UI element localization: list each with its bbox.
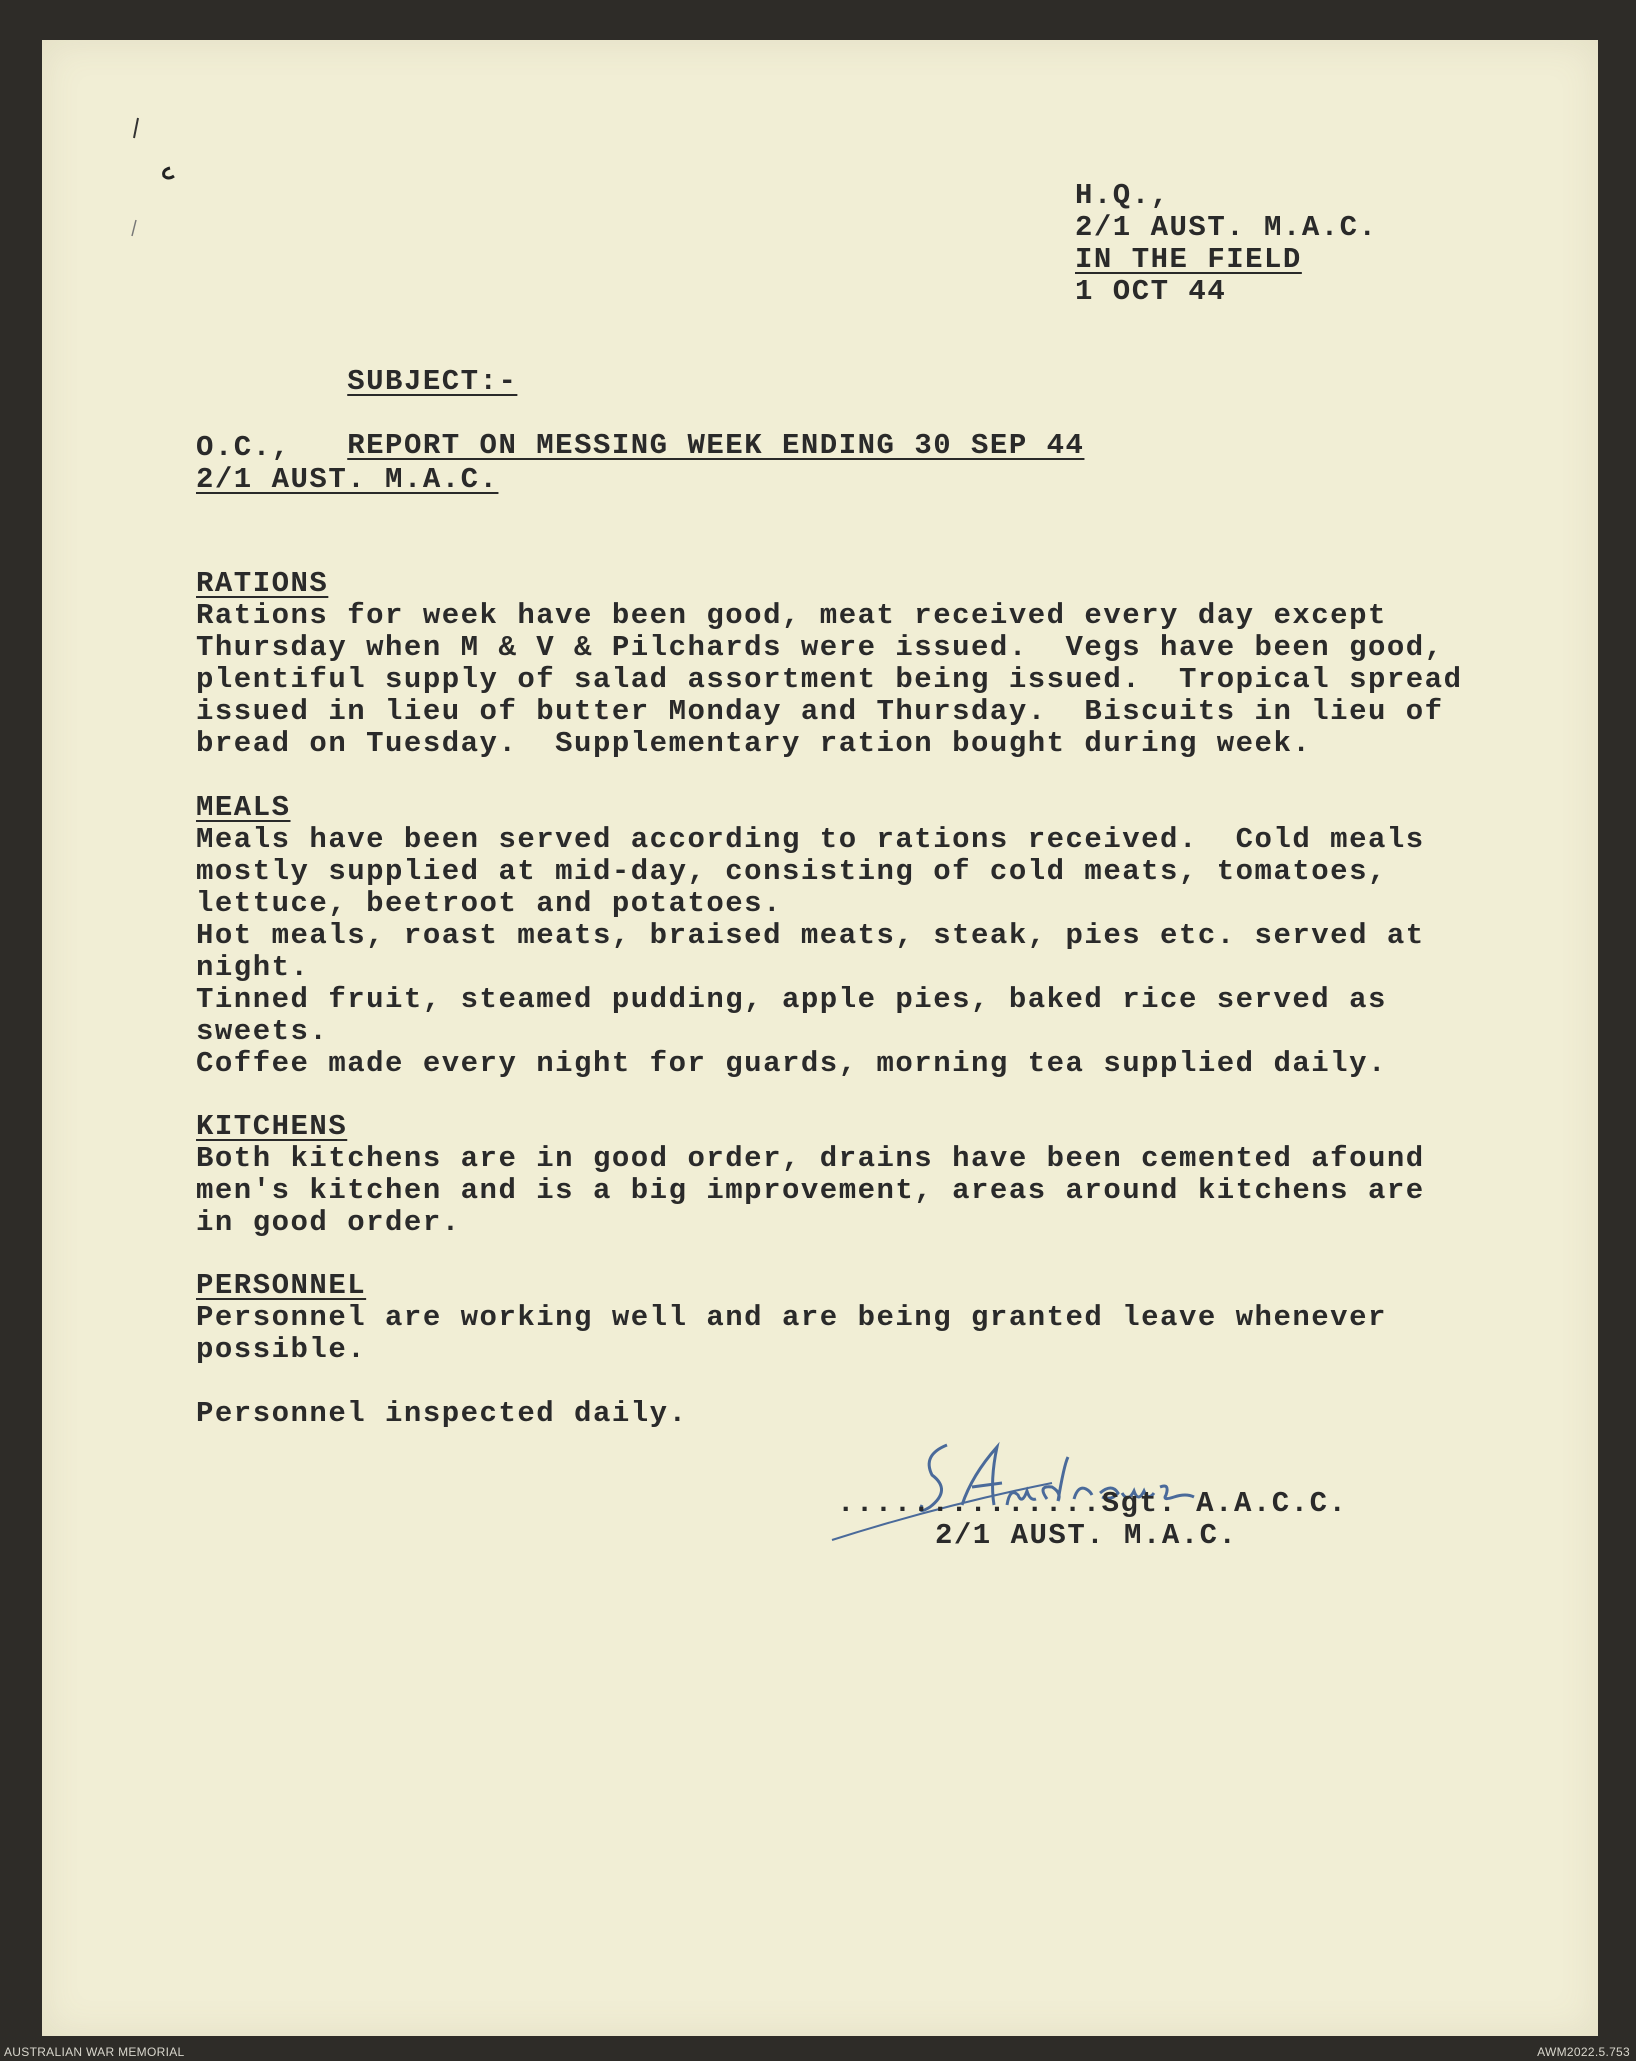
section-line: possible. xyxy=(196,1333,367,1366)
section-line: sweets. xyxy=(196,1015,329,1048)
signature-rank-line: ..............Sgt. A.A.C.C. xyxy=(837,1487,1348,1520)
section-kitchens xyxy=(196,1111,1425,1239)
header-line-unit: 2/1 AUST. M.A.C. xyxy=(1075,211,1378,244)
header-line-date: 1 OCT 44 xyxy=(1075,275,1227,308)
section-heading: PERSONNEL xyxy=(196,1269,367,1302)
section-line: men's kitchen and is a big improvement, areas around kitchens are xyxy=(196,1174,1425,1207)
section-line: Personnel inspected daily. xyxy=(196,1397,688,1430)
section-line: Personnel are working well and are being granted leave whenever xyxy=(196,1301,1387,1334)
section-heading: KITCHENS xyxy=(196,1110,348,1143)
section-line: Tinned fruit, steamed pudding, apple pies, baked rice served as xyxy=(196,983,1387,1016)
typed-memo xyxy=(42,40,1598,2036)
section-line xyxy=(196,1366,1387,1398)
section-heading: RATIONS xyxy=(196,567,329,600)
section-line: issued in lieu of butter Monday and Thursday. Biscuits in lieu of xyxy=(196,695,1444,728)
header-line-location: IN THE FIELD xyxy=(1075,243,1302,276)
section-line: plentiful supply of salad assortment being issued. Tropical spread xyxy=(196,663,1463,696)
section-line: Both kitchens are in good order, drains have been cemented afound xyxy=(196,1142,1425,1175)
section-line: night. xyxy=(196,951,310,984)
header-address-block xyxy=(1075,180,1377,308)
header-line-hq: H.Q., xyxy=(1075,179,1170,212)
section-heading: MEALS xyxy=(196,791,291,824)
subject-label: SUBJECT:- xyxy=(347,365,518,398)
section-line: Hot meals, roast meats, braised meats, steak, pies etc. served at xyxy=(196,919,1425,952)
section-line: Thursday when M & V & Pilchards were issued. Vegs have been good, xyxy=(196,631,1444,664)
signature-unit-line: 2/1 AUST. M.A.C. xyxy=(935,1519,1238,1552)
subject-title: REPORT ON MESSING WEEK ENDING 30 SEP 44 xyxy=(347,429,1085,462)
section-personnel xyxy=(196,1270,1387,1430)
section-line: Rations for week have been good, meat received every day except xyxy=(196,599,1387,632)
document-page xyxy=(42,40,1598,2036)
section-line: mostly supplied at mid-day, consisting of cold meats, tomatoes, xyxy=(196,855,1387,888)
addressee-line-unit: 2/1 AUST. M.A.C. xyxy=(196,463,499,496)
section-line: Meals have been served according to rations received. Cold meals xyxy=(196,823,1425,856)
signature-block xyxy=(837,1488,1347,1552)
section-line: Coffee made every night for guards, morning tea supplied daily. xyxy=(196,1047,1387,1080)
footer-archive-id: AWM2022.5.753 xyxy=(1537,2045,1630,2059)
addressee-line-oc: O.C., xyxy=(196,431,291,464)
section-line: in good order. xyxy=(196,1206,461,1239)
addressee-block xyxy=(196,432,498,496)
footer-archive-name: AUSTRALIAN WAR MEMORIAL xyxy=(4,2045,185,2059)
section-rations xyxy=(196,568,1463,760)
section-meals xyxy=(196,792,1425,1080)
section-line: bread on Tuesday. Supplementary ration bought during week. xyxy=(196,727,1312,760)
section-line: lettuce, beetroot and potatoes. xyxy=(196,887,782,920)
